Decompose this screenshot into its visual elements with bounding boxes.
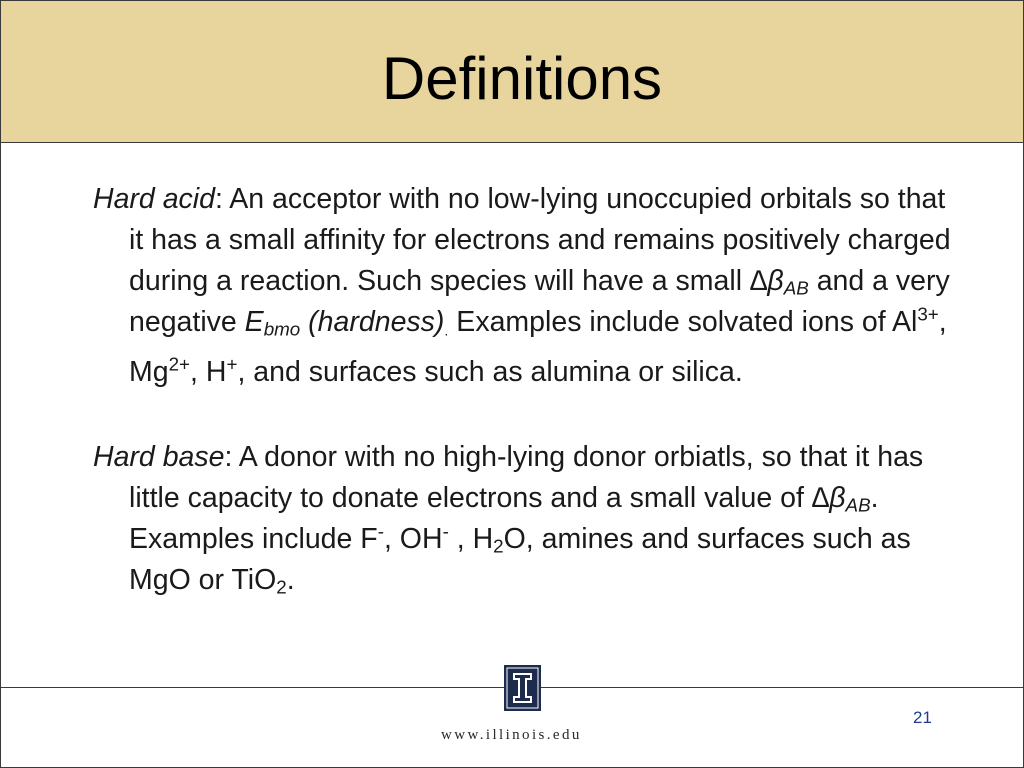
definition-text: , Mg (129, 306, 947, 389)
page-number: 21 (913, 708, 932, 727)
definition-hard-acid (93, 179, 953, 393)
definition-text: An acceptor with no low-lying unoccupied orbitals so that it has a small affinity for electrons and remains positively charged during a reaction. Such species will have a small (129, 183, 951, 297)
oh-charge: - (442, 520, 449, 542)
definition-text: , OH (383, 523, 443, 556)
slide-content (93, 179, 953, 601)
hardness-note: (hardness) (300, 306, 445, 338)
f-charge: - (377, 520, 384, 542)
term-colon: : (214, 183, 223, 215)
footer-url: www.illinois.edu (441, 727, 582, 743)
block-i-icon (504, 665, 541, 711)
delta-beta-subscript: AB (783, 277, 809, 299)
definition-text: Examples include solvated ions of Al (448, 306, 918, 338)
h2o-subscript: 2 (493, 535, 504, 557)
energy-subscript: bmo (263, 318, 301, 340)
university-logo (504, 665, 541, 711)
title-bar (1, 1, 1023, 143)
h-charge: + (226, 353, 238, 375)
term-hard-acid: Hard acid (93, 183, 215, 215)
small-period: . (444, 323, 449, 340)
definition-text: , H (190, 356, 227, 389)
term-hard-base: Hard base (93, 441, 225, 474)
definition-text: , and surfaces such as alumina or silica. (237, 356, 743, 389)
energy-symbol: E (244, 306, 264, 338)
definition-text: . Examples include F (129, 482, 879, 556)
term-colon: : (224, 441, 233, 474)
delta-beta-subscript: AB (845, 494, 871, 516)
mg-charge: 2+ (168, 353, 191, 375)
tio2-subscript: 2 (276, 576, 287, 598)
definition-text: A donor with no high-lying donor orbiatls, so that it has little capacity to donate electrons and a small value of (129, 441, 924, 515)
al-charge: 3+ (917, 303, 939, 325)
delta-beta-symbol: ∆β (811, 482, 846, 515)
definition-text: , H (448, 523, 494, 556)
delta-beta-symbol: ∆β (749, 265, 784, 297)
definition-hard-base (93, 437, 953, 601)
definition-text: and a very negative (129, 265, 950, 338)
definition-text: . (286, 564, 295, 597)
definition-text: O, amines and surfaces such as MgO or TiO (129, 523, 911, 597)
slide-title: Definitions (381, 45, 663, 112)
